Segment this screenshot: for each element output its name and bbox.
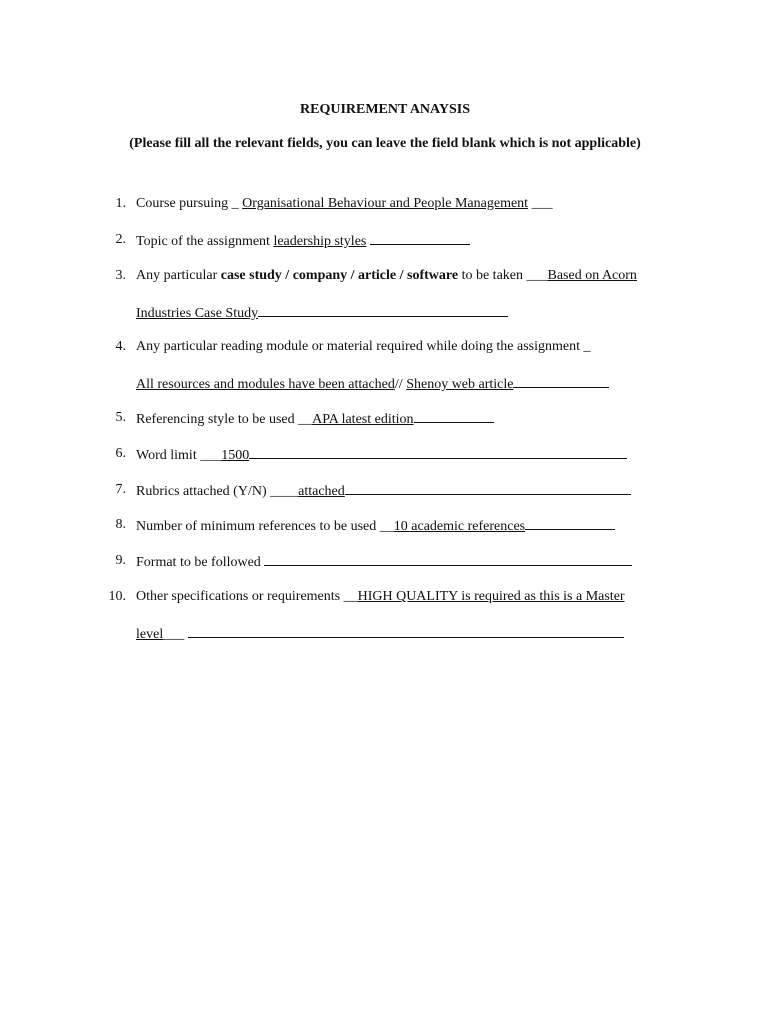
blank-prefix: ___ [526,268,548,283]
item-reading-module [136,339,590,355]
answer-blank-line [513,375,609,388]
item-label: Number of minimum references to be used [136,519,377,534]
item-number: 2. [115,232,126,247]
item-topic [136,232,470,250]
item-label: Word limit [136,448,197,463]
answer-blank-line [249,446,627,459]
item-number: 10. [108,589,126,604]
answer-separator: // [394,377,403,392]
answer-case-study-line1[interactable]: Based on Acorn [547,268,637,283]
item-case-study [136,268,637,284]
item-case-study-continued [136,304,508,322]
blank-prefix: __ [343,589,358,604]
blank-suffix: ___ [163,627,185,642]
blank-suffix: ___ [531,196,553,211]
answer-case-study-line2[interactable]: Industries Case Study [136,306,259,321]
item-number: 6. [115,446,126,461]
item-label: Rubrics attached (Y/N) [136,484,267,499]
item-number: 4. [115,339,126,354]
answer-blank-line [345,482,631,495]
answer-web-article[interactable]: Shenoy web article [406,377,514,392]
answer-blank-line [258,304,508,317]
blank-prefix: __ [379,519,394,534]
answer-course[interactable]: Organisational Behaviour and People Management [242,196,529,211]
item-number: 3. [115,268,126,283]
item-label: Topic of the assignment [136,234,270,249]
item-other-specs-continued [136,625,624,643]
answer-blank-line [370,232,470,245]
blank-prefix: ___ [200,448,222,463]
answer-topic[interactable]: leadership styles [273,234,367,249]
item-number: 1. [115,196,126,211]
answer-other-specs-line1[interactable]: HIGH QUALITY is required as this is a Master [357,589,625,604]
item-label: Course pursuing [136,196,229,211]
answer-blank-line [414,410,494,423]
item-label: Other specifications or requirements [136,589,341,604]
item-min-references [136,517,615,535]
item-course-pursuing [136,196,553,212]
item-format [136,553,632,571]
answer-rubrics[interactable]: attached [298,484,345,499]
answer-resources[interactable]: All resources and modules have been attached [136,377,395,392]
item-number: 8. [115,517,126,532]
item-number: 9. [115,553,126,568]
item-label-start: Any particular [136,268,218,283]
answer-format-blank[interactable] [264,553,632,566]
document-subtitle: (Please fill all the relevant fields, you can leave the field blank which is not applicable) [129,136,641,151]
item-label: Referencing style to be used [136,412,295,427]
item-reading-module-continued [136,375,609,393]
document-title: REQUIREMENT ANAYSIS [300,102,470,117]
item-number: 7. [115,482,126,497]
item-label-bold: case study / company / article / software [220,268,459,283]
answer-word-limit[interactable]: 1500 [221,448,250,463]
blank-prefix: __ [298,412,313,427]
answer-min-references[interactable]: 10 academic references [393,519,526,534]
item-word-limit [136,446,627,464]
item-label-end: to be taken [461,268,523,283]
blank-prefix: ____ [270,484,299,499]
item-number: 5. [115,410,126,425]
item-referencing-style [136,410,494,428]
answer-blank-line [188,625,624,638]
blank-prefix: _ [583,339,591,354]
item-label: Format to be followed [136,555,261,570]
answer-referencing[interactable]: APA latest edition [312,412,414,427]
answer-other-specs-line2[interactable]: level [136,627,164,642]
item-rubrics [136,482,631,500]
item-other-specs [136,589,625,605]
answer-blank-line [525,517,615,530]
blank-prefix: _ [231,196,239,211]
item-label: Any particular reading module or material required while doing the assignment [136,339,580,354]
